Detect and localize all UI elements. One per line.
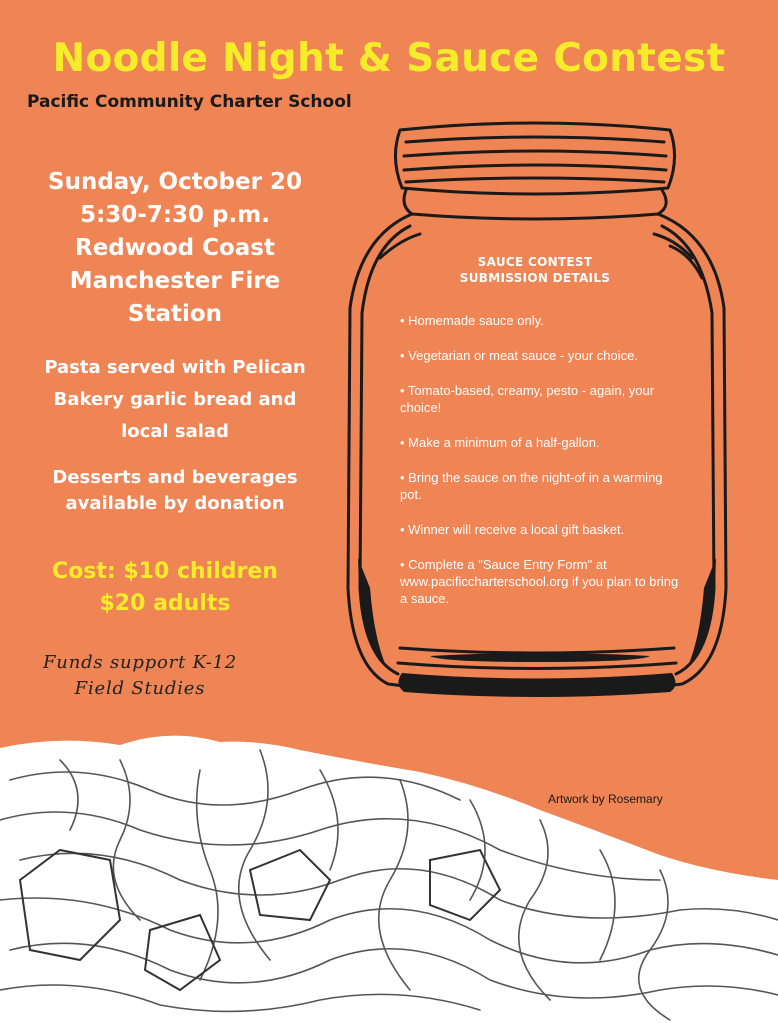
desserts-line2: available by donation	[65, 493, 285, 514]
funds-line1: Funds support K-12	[43, 652, 237, 673]
rule-item: • Make a minimum of a half-gallon.	[400, 435, 600, 450]
event-venue-line2: Manchester Fire	[69, 268, 281, 294]
event-venue-line3: Station	[127, 301, 223, 327]
rule-item: • Vegetarian or meat sauce - your choice.	[400, 348, 638, 363]
event-date: Sunday, October 20	[48, 169, 302, 195]
rule-item: • Complete a "Sauce Entry Form" at www.pacificcharterschool.org if you plan to bring a sauce.	[400, 557, 679, 606]
menu-line1: Pasta served with Pelican	[44, 357, 306, 378]
artwork-credit: Artwork by Rosemary	[548, 792, 663, 806]
rule-item: • Winner will receive a local gift basket.	[400, 522, 625, 537]
sauce-heading-line1: SAUCE CONTEST	[477, 255, 593, 269]
funds-line2: Field Studies	[74, 678, 206, 699]
cost-children: Cost: $10 children	[52, 559, 278, 584]
event-venue-line1: Redwood Coast	[75, 235, 275, 261]
school-name: Pacific Community Charter School	[27, 92, 352, 112]
rule-item: • Tomato-based, creamy, pesto - again, your choice!	[400, 383, 655, 415]
sauce-heading-line2: SUBMISSION DETAILS	[459, 271, 611, 285]
page-title: Noodle Night & Sauce Contest	[52, 36, 726, 81]
menu-line3: local salad	[121, 421, 229, 442]
cost-adults: $20 adults	[99, 591, 231, 616]
rule-item: • Bring the sauce on the night-of in a warming pot.	[400, 470, 663, 502]
menu-line2: Bakery garlic bread and	[53, 389, 297, 410]
rule-item: • Homemade sauce only.	[400, 313, 544, 328]
desserts-line1: Desserts and beverages	[52, 467, 298, 488]
event-time: 5:30-7:30 p.m.	[80, 202, 270, 228]
